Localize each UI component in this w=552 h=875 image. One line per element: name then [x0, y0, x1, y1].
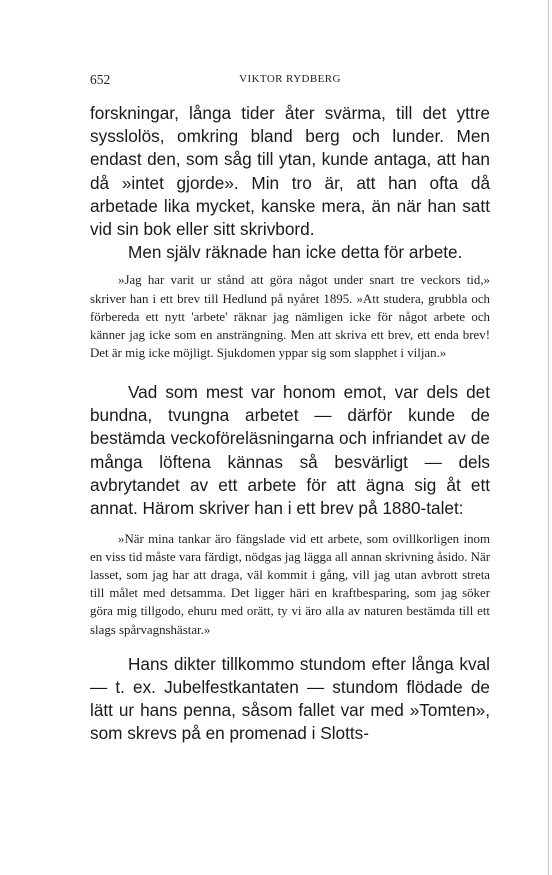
paragraph-continuation: forskningar, långa tider åter svärma, till det yttre sysslolös, omkring bland berg och lunder. Men endast den, som såg till ytan, kunde antaga, att han då »intet gjorde». Min tro är, att han ofta då arbetade lika mycket, kanske mera, än när han satt vid sin bok eller sitt skrivbord.: [90, 103, 490, 240]
page-edge: [548, 0, 549, 875]
running-head: [90, 72, 490, 88]
page-number: 652: [90, 72, 111, 87]
quote-letter-hedlund: »Jag har varit ur stånd att göra något under snart tre veckors tid,» skriver han i ett brev till Hedlund på nyåret 1895. »Att studera, grubbla och förbereda ett nytt 'arbete' räknar jag nämligen icke för något arbete och känner jag icke som en ansträngning. Men att skriva ett brev, ett enda brev! Det är mig icke möjligt. Sjukdomen yppar sig som slapphet i viljan.»: [90, 273, 490, 360]
paragraph-poems: Hans dikter tillkommo stundom efter långa kval — t. ex. Jubelfestkantaten — stundom flödade de lätt ur hans penna, såsom fallet var med »Tomten», som skrevs på en promenad i Slotts-: [90, 653, 490, 744]
body-text: [90, 102, 490, 745]
paragraph-self-assessment: Men själv räknade han icke detta för arbete.: [128, 242, 463, 263]
paragraph-bound-work: Vad som mest var honom emot, var dels det bundna, tvungna arbetet — därför kunde de bestämda veckoföreläsningarna och infriandet av de många löftena kännas så besvärligt — dels avbrytandet av ett arbete för att ägna sig åt ett annat. Härom skriver han i ett brev på 1880-talet:: [90, 381, 490, 518]
quote-letter-1880s: »När mina tankar äro fängslade vid ett arbete, som ovillkorligen inom en viss tid måste vara färdigt, nödgas jag lägga all annan skrivning åsido. När lasset, som jag har att draga, väl kommit i gång, vill jag utan avbrott streta till målet med detsamma. Det ligger häri en kraftbesparing, som jag söker göra mig tillgodo, ehuru med orätt, ty vi äro alla av naturen bestämda till ett slags spårvagnshästar.»: [90, 532, 490, 637]
running-title: VIKTOR RYDBERG: [239, 73, 341, 85]
